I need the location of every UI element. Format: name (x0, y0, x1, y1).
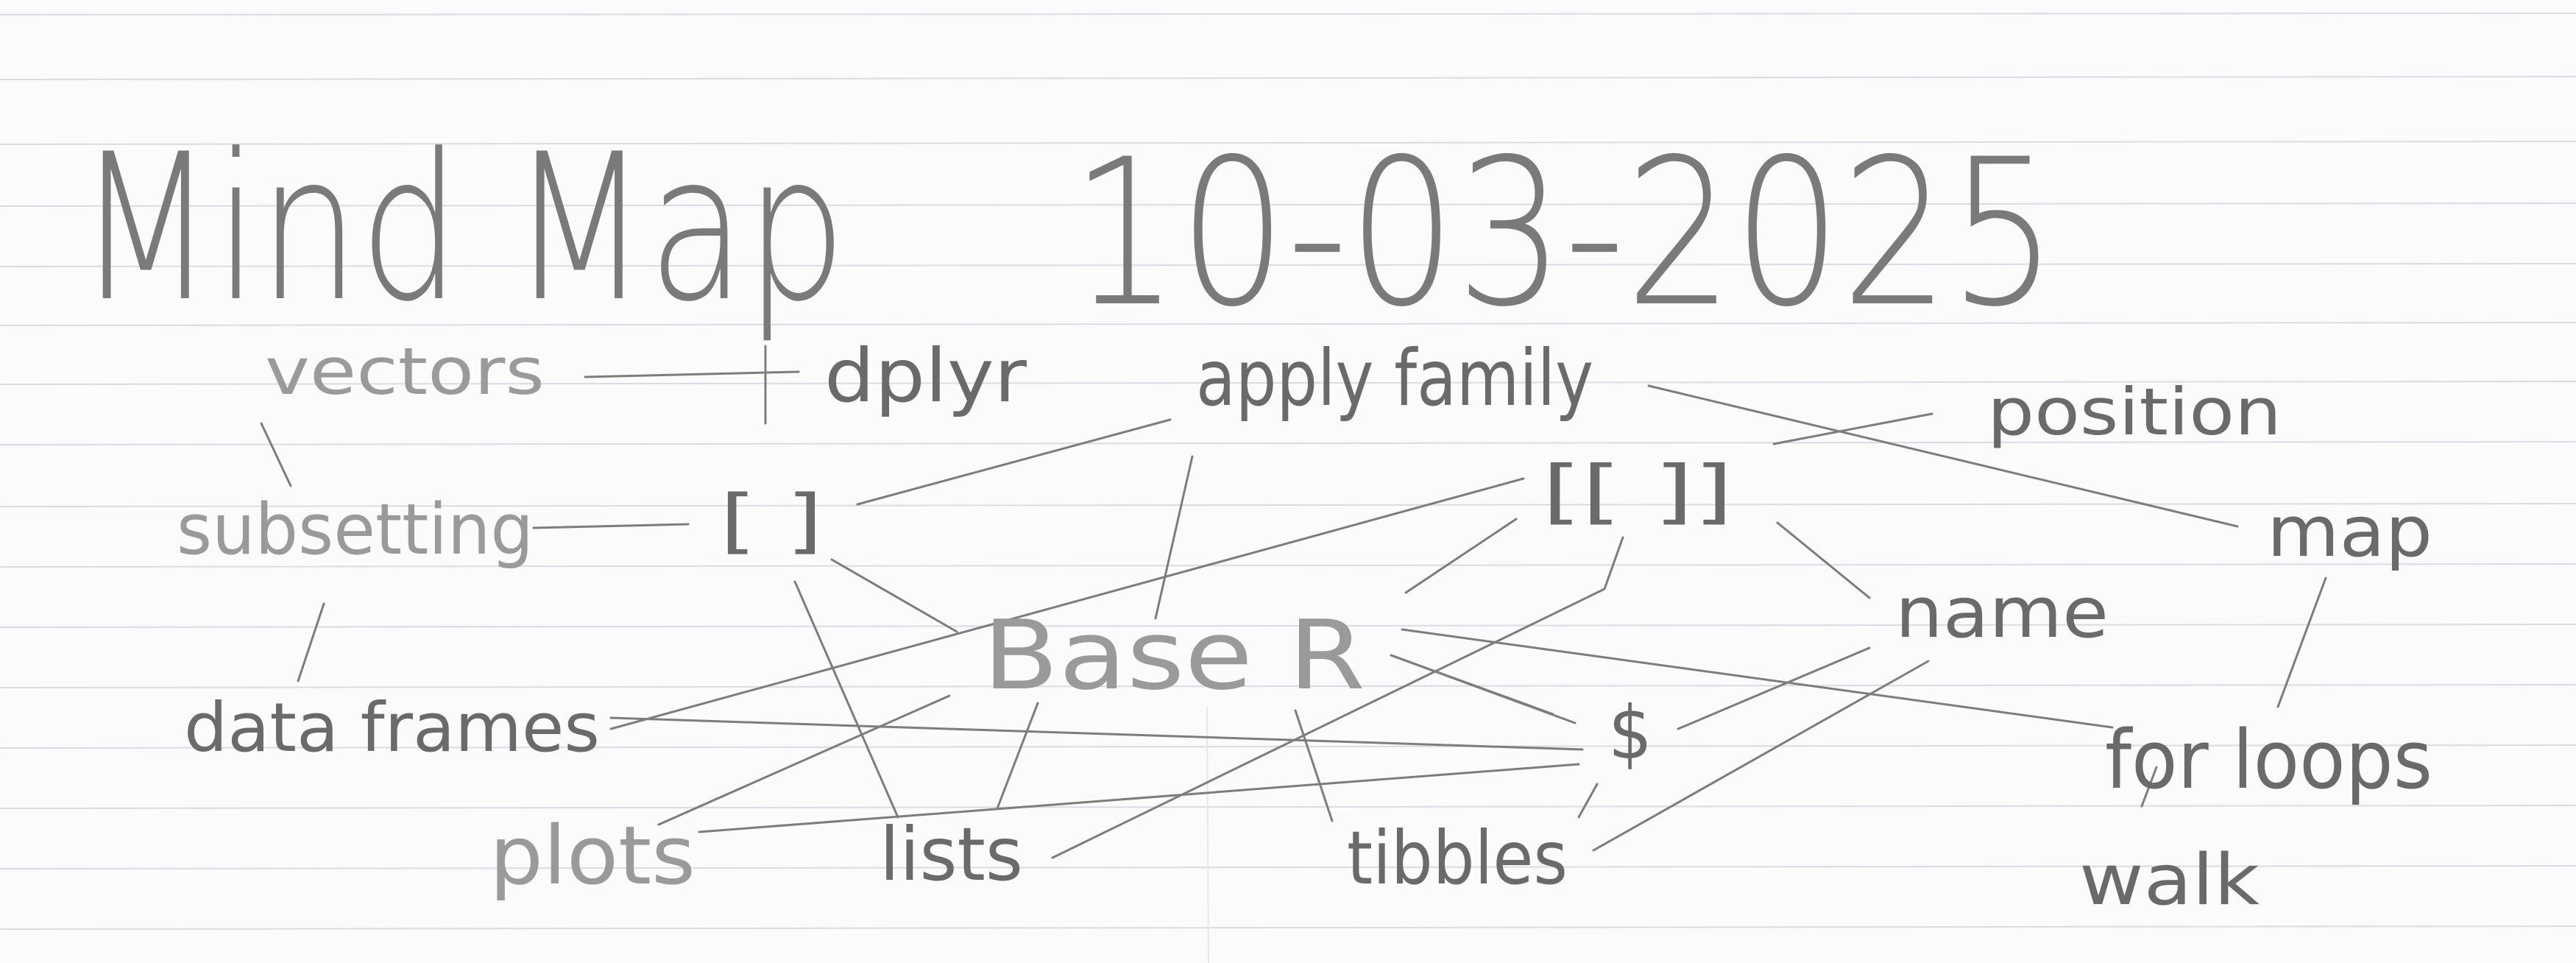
edge-dollar-tibbles (1579, 784, 1597, 817)
node-data-frames: data frames (184, 688, 600, 767)
node-subsetting: subsetting (177, 490, 534, 571)
node-plots: plots (489, 808, 696, 903)
node-vectors: vectors (265, 334, 545, 409)
node-walk: walk (2079, 840, 2260, 921)
node-name: name (1895, 573, 2109, 654)
rule-line (0, 926, 2576, 929)
page-title: Mind Map (77, 110, 846, 346)
edge-double-name (1777, 523, 1869, 598)
rule-line (0, 77, 2576, 80)
edge-subsetting-bracket (534, 524, 688, 528)
edge-vectors-subsetting (261, 423, 291, 486)
edge-baser-tibbles-b (1295, 710, 1332, 821)
edge-bracket-baser (832, 560, 957, 632)
edge-bracket-lists (795, 582, 898, 817)
node-map: map (2267, 492, 2432, 573)
node-dollar: $ (1608, 690, 1652, 776)
node-dplyr: dplyr (824, 333, 1027, 419)
node-position: position (1987, 374, 2282, 450)
node-single-bracket: [ ] (720, 481, 823, 562)
page-date: 10-03-2025 (1071, 116, 2057, 351)
node-lists: lists (880, 811, 1023, 897)
edge-double-position (1774, 414, 1932, 444)
edge-dataframes-dollar (611, 718, 1582, 749)
rule-line (0, 13, 2576, 15)
edge-double-baser (1406, 519, 1516, 593)
edge-baser-tibbles (1391, 655, 1553, 714)
edge-bracket-apply (857, 420, 1170, 504)
paper-fold (1207, 707, 1209, 963)
edge-apply-baser (1156, 456, 1192, 618)
edge-map-forloops (2278, 578, 2326, 707)
node-double-bracket: [[ ]] (1542, 451, 1733, 532)
node-tibbles: tibbles (1347, 815, 1568, 901)
edge-dollar-name (1678, 648, 1869, 729)
node-apply-family: apply family (1196, 334, 1593, 423)
edge-double-stem (1604, 537, 1623, 589)
edge-baser-lists (997, 703, 1038, 808)
node-base-r: Base R (983, 599, 1365, 711)
edge-subsetting-dataframes (298, 604, 324, 681)
node-for-loops: for loops (2105, 713, 2432, 807)
edge-baser-plots (659, 696, 949, 825)
